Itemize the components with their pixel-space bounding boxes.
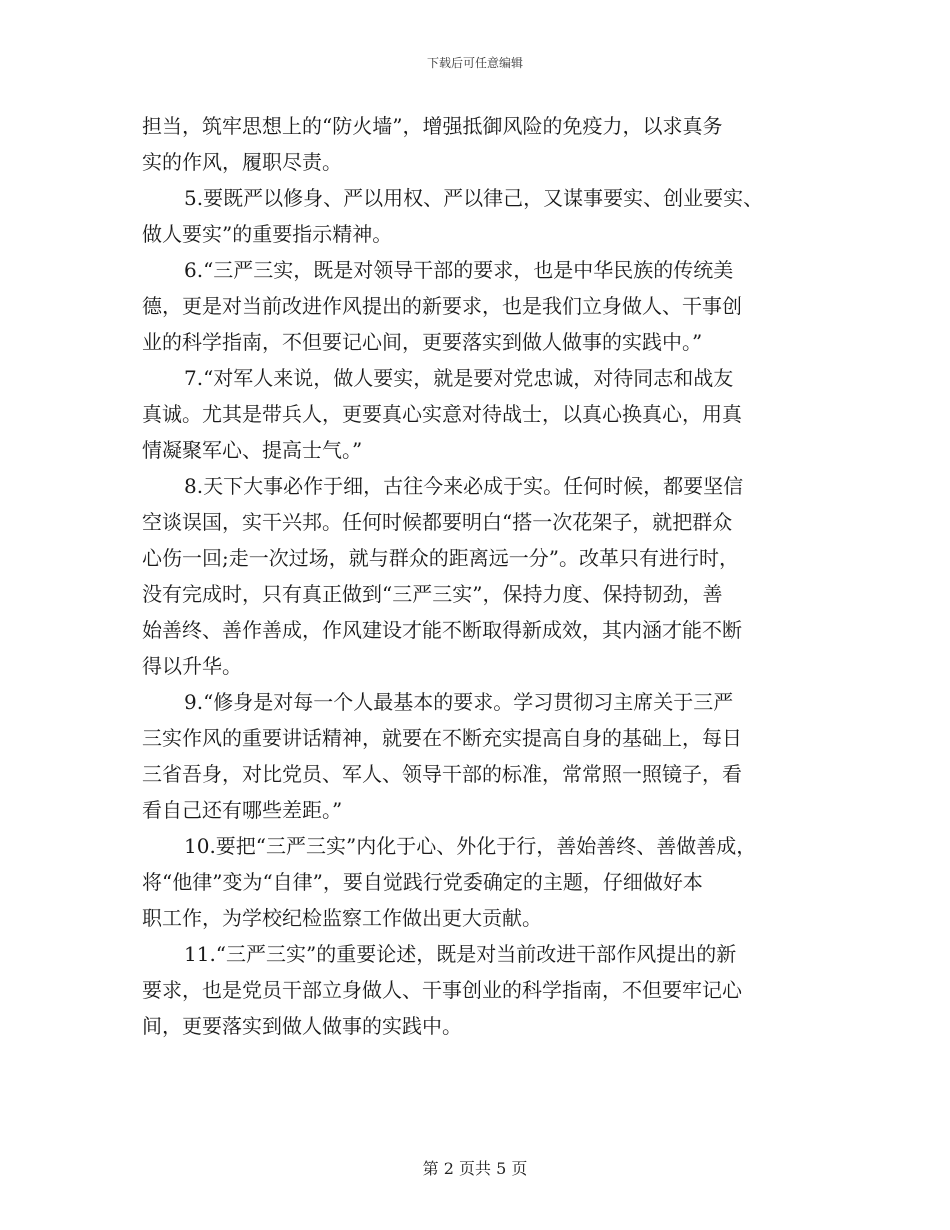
paragraph-9-start: 9.“修身是对每一个人最基本的要求。学习贯彻习主席关于三严 — [184, 690, 734, 714]
text-line: 心伤一回;走一次过场，就与群众的距离远一分”。改革只有进行时， — [142, 546, 739, 570]
text-line: 将“他律”变为“自律”，要自觉践行党委确定的主题，仔细做好本 — [142, 870, 703, 894]
text-line: 始善终、善作善成，作风建设才能不断取得新成效，其内涵才能不断 — [142, 618, 742, 642]
paragraph-6-start: 6.“三严三实，既是对领导干部的要求，也是中华民族的传统美 — [184, 258, 734, 282]
text-line: 德，更是对当前改进作风提出的新要求，也是我们立身做人、干事创 — [142, 294, 742, 318]
paragraph-7-start: 7.“对军人来说，做人要实，就是要对党忠诚，对待同志和战友 — [184, 366, 734, 390]
text-line: 间，更要落实到做人做事的实践中。 — [142, 1014, 462, 1038]
text-line: 业的科学指南，不但要记心间，更要落实到做人做事的实践中。” — [142, 330, 703, 354]
text-line: 没有完成时，只有真正做到“三严三实”，保持力度、保持韧劲，善 — [142, 582, 723, 606]
paragraph-8-start: 8.天下大事必作于细，古往今来必成于实。任何时候，都要坚信 — [184, 474, 744, 498]
document-body — [142, 108, 822, 1044]
text-line: 实的作风，履职尽责。 — [142, 150, 342, 174]
text-line: 要求，也是党员干部立身做人、干事创业的科学指南，不但要牢记心 — [142, 978, 742, 1002]
text-line: 真诚。尤其是带兵人，更要真心实意对待战士，以真心换真心，用真 — [142, 402, 742, 426]
paragraph-10-start: 10.要把“三严三实”内化于心、外化于行，善始善终、善做善成， — [184, 834, 757, 858]
page-number: 第 2 页共 5 页 — [422, 1159, 528, 1178]
page-header: 下载后可任意编辑 — [426, 56, 523, 70]
text-line: 三省吾身，对比党员、军人、领导干部的标准，常常照一照镜子，看 — [142, 762, 742, 786]
text-line: 职工作，为学校纪检监察工作做出更大贡献。 — [142, 906, 542, 930]
text-line: 空谈误国，实干兴邦。任何时候都要明白“搭一次花架子，就把群众 — [142, 510, 733, 534]
text-line: 三实作风的重要讲话精神，就要在不断充实提高自身的基础上，每日 — [142, 726, 742, 750]
text-line: 担当，筑牢思想上的“防火墙”，增强抵御风险的免疫力，以求真务 — [142, 114, 723, 138]
text-line: 情凝聚军心、提高士气。” — [142, 438, 363, 462]
paragraph-11-start: 11.“三严三实”的重要论述，既是对当前改进干部作风提出的新 — [184, 942, 737, 966]
text-line: 得以升华。 — [142, 654, 242, 678]
text-line: 看自己还有哪些差距。” — [142, 798, 343, 822]
paragraph-5-start: 5.要既严以修身、严以用权、严以律己，又谋事要实、创业要实、 — [184, 186, 764, 210]
text-line: 做人要实”的重要指示精神。 — [142, 222, 393, 246]
